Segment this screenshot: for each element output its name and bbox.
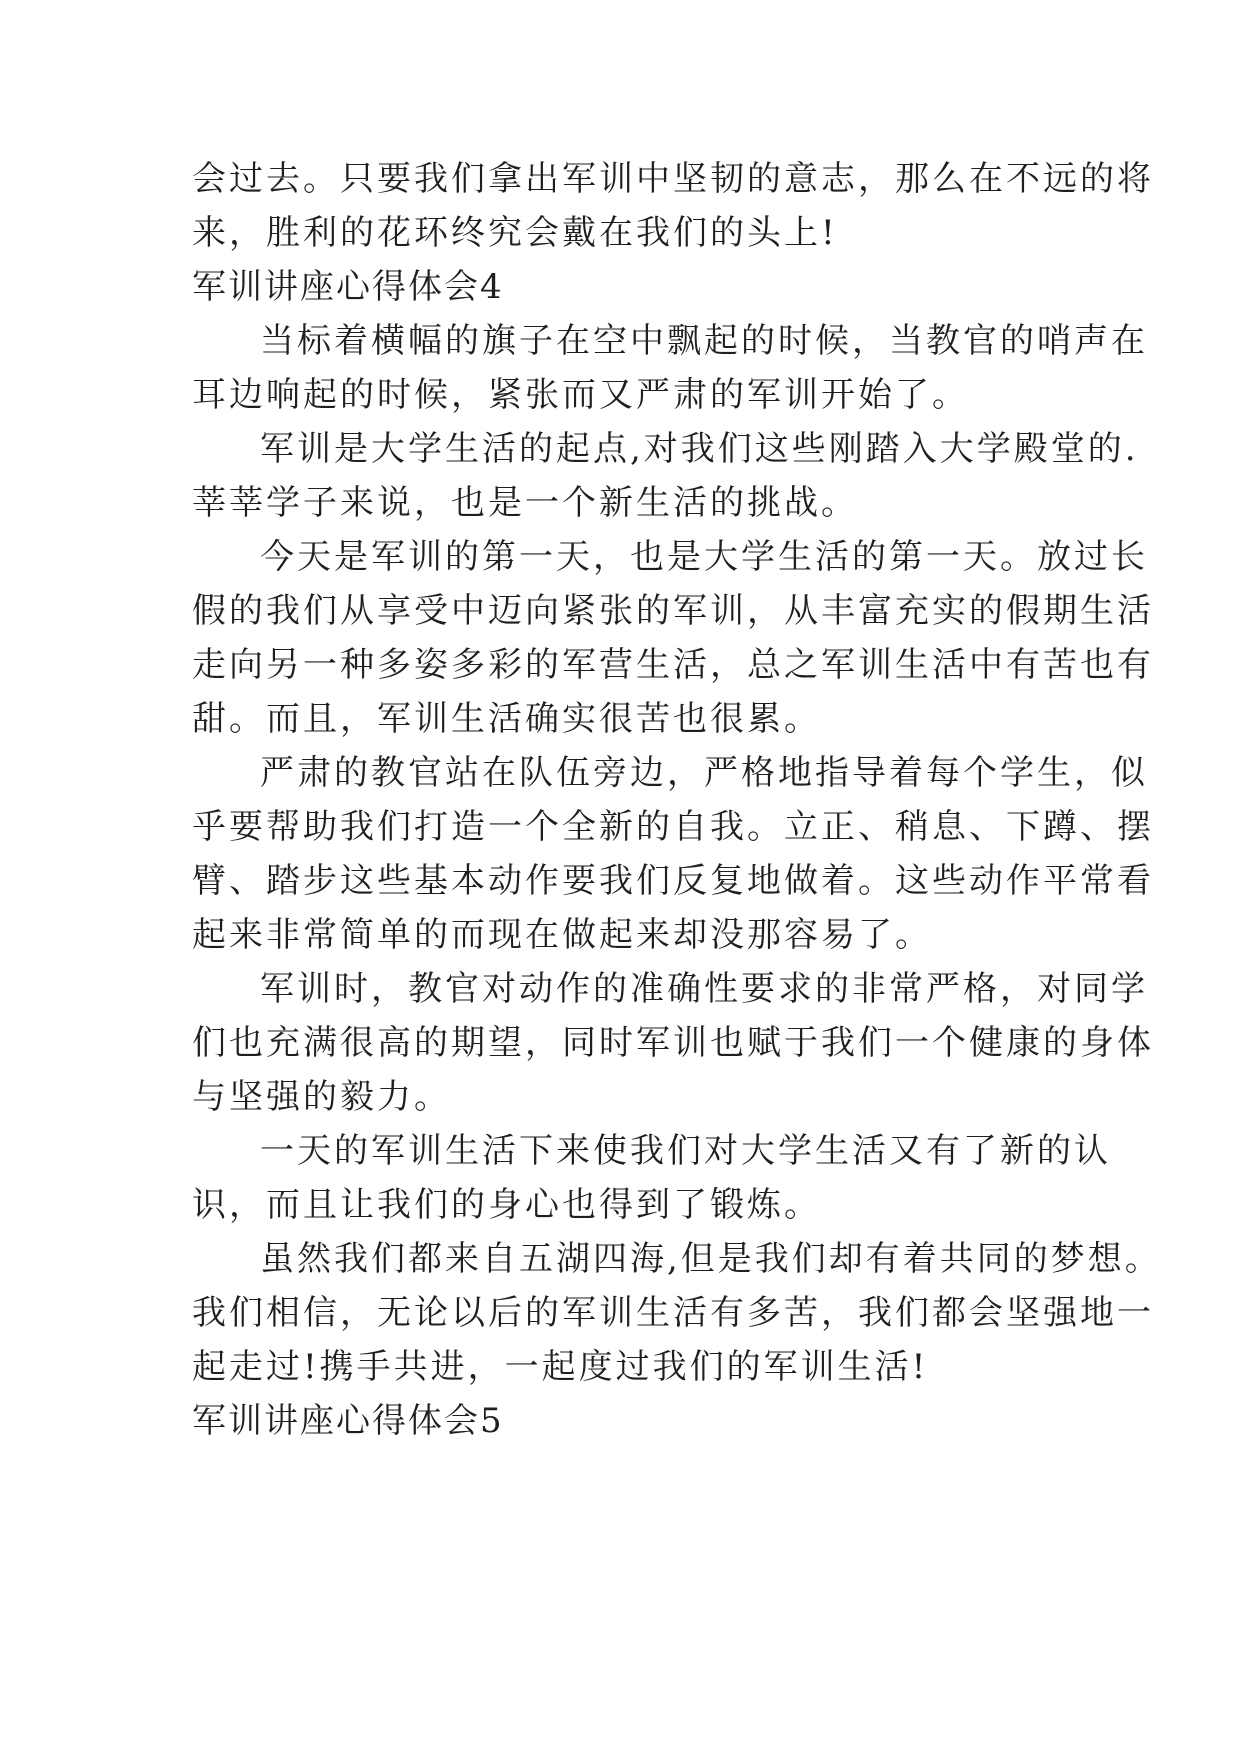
text-line: 会过去。只要我们拿出军训中坚韧的意志，那么在不远的将 <box>192 159 1154 199</box>
paragraph-start: 严肃的教官站在队伍旁边，严格地指导着每个学生，似 <box>260 753 1148 793</box>
text-line: 我们相信，无论以后的军训生活有多苦，我们都会坚强地一 <box>192 1293 1154 1333</box>
text-line: 莘莘学子来说，也是一个新生活的挑战。 <box>192 483 858 523</box>
section-4-title: 军训讲座心得体会4 <box>192 267 504 307</box>
text-line: 起来非常简单的而现在做起来却没那容易了。 <box>192 915 932 955</box>
text-line: 臂、踏步这些基本动作要我们反复地做着。这些动作平常看 <box>192 861 1154 901</box>
text-line: 假的我们从享受中迈向紧张的军训，从丰富充实的假期生活 <box>192 591 1154 631</box>
text-line: 耳边响起的时候，紧张而又严肃的军训开始了。 <box>192 375 969 415</box>
text-line: 起走过!携手共进，一起度过我们的军训生活! <box>192 1347 929 1387</box>
text-line: 与坚强的毅力。 <box>192 1077 451 1117</box>
paragraph-start: 虽然我们都来自五湖四海,但是我们却有着共同的梦想。 <box>260 1239 1162 1279</box>
text-line: 们也充满很高的期望，同时军训也赋于我们一个健康的身体 <box>192 1023 1154 1063</box>
text-line: 走向另一种多姿多彩的军营生活，总之军训生活中有苦也有 <box>192 645 1154 685</box>
paragraph-start: 今天是军训的第一天，也是大学生活的第一天。放过长 <box>260 537 1148 577</box>
paragraph-start: 一天的军训生活下来使我们对大学生活又有了新的认 <box>260 1131 1111 1171</box>
section-5-title: 军训讲座心得体会5 <box>192 1401 504 1441</box>
text-line: 来，胜利的花环终究会戴在我们的头上! <box>192 213 838 253</box>
text-line: 识，而且让我们的身心也得到了锻炼。 <box>192 1185 821 1225</box>
paragraph-start: 军训是大学生活的起点,对我们这些刚踏入大学殿堂的. <box>260 429 1139 469</box>
text-line: 甜。而且，军训生活确实很苦也很累。 <box>192 699 821 739</box>
text-line: 乎要帮助我们打造一个全新的自我。立正、稍息、下蹲、摆 <box>192 807 1154 847</box>
document-body <box>192 152 1162 1448</box>
paragraph-start: 当标着横幅的旗子在空中飘起的时候，当教官的哨声在 <box>260 321 1148 361</box>
paragraph-start: 军训时，教官对动作的准确性要求的非常严格，对同学 <box>260 969 1148 1009</box>
